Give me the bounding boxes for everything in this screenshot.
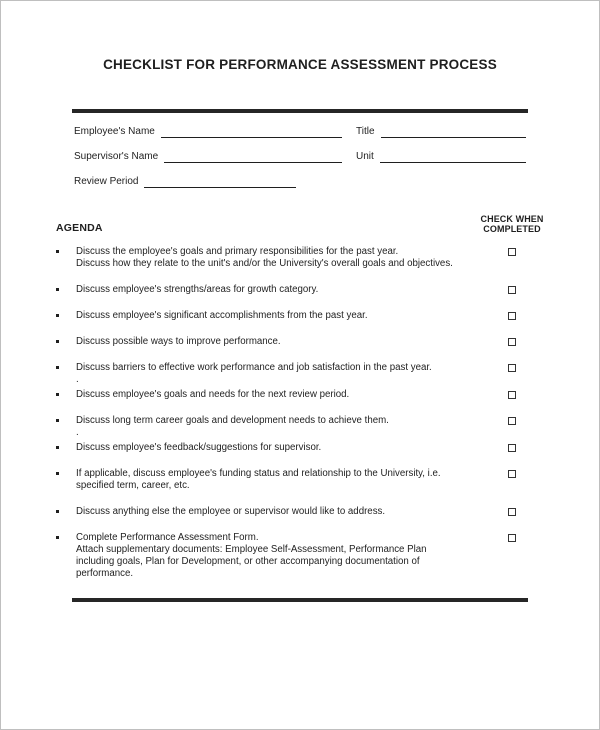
bullet-col [56,415,76,439]
bullet-col [56,310,76,322]
agenda-item-text [76,468,477,492]
unit-field [356,151,526,163]
bullet-icon [56,419,59,422]
bullet-col [56,532,76,580]
agenda-item-line: . [76,427,79,438]
employee-name-field [74,126,342,138]
agenda-item-line: including goals, Plan for Development, or other accompanying documentation of [76,556,420,567]
agenda-item [56,389,547,401]
agenda-item-text [76,336,477,348]
form-row [74,126,526,138]
check-col [477,468,547,492]
supervisor-name-field [74,151,342,163]
agenda-item-text [76,362,477,386]
bullet-col [56,442,76,454]
bullet-icon [56,446,59,449]
agenda-item [56,442,547,454]
check-col [477,284,547,296]
agenda-item-line: Discuss employee's goals and needs for the next review period. [76,389,350,400]
agenda-item-line: Discuss how they relate to the unit's and/or the University's overall goals and objectives. [76,258,453,269]
item-checkbox[interactable] [508,364,516,372]
agenda-item [56,468,547,492]
check-col [477,246,547,270]
agenda-item-line: Discuss employee's strengths/areas for growth category. [76,284,319,295]
bullet-icon [56,314,59,317]
title-label: Title [356,126,375,137]
check-col [477,415,547,439]
page-title: CHECKLIST FOR PERFORMANCE ASSESSMENT PROCESS [103,57,497,72]
agenda-item [56,246,547,270]
agenda-item [56,336,547,348]
agenda-item-text [76,284,477,296]
agenda-item-line: Discuss possible ways to improve performance. [76,336,281,347]
agenda-item-text [76,246,477,270]
divider-rule-top [72,109,528,113]
agenda-item-line: Discuss long term career goals and development needs to achieve them. [76,415,389,426]
check-when-line: CHECK WHEN [480,214,544,224]
bullet-icon [56,250,59,253]
agenda-item-text [76,506,477,518]
check-col [477,532,547,580]
check-col [477,362,547,386]
review-period-label: Review Period [74,176,139,187]
bullet-col [56,468,76,492]
bullet-icon [56,510,59,513]
agenda-item-line: Discuss the employee's goals and primary responsibilities for the past year. [76,246,399,257]
agenda-item-line: Discuss employee's significant accomplishments from the past year. [76,310,368,321]
item-checkbox[interactable] [508,470,516,478]
agenda-item-text [76,310,477,322]
bullet-icon [56,393,59,396]
item-checkbox[interactable] [508,417,516,425]
agenda-item-line: Discuss barriers to effective work performance and job satisfaction in the past year. [76,362,432,373]
item-checkbox[interactable] [508,338,516,346]
review-period-field [74,176,342,188]
agenda-item-text [76,442,477,454]
agenda-item-line: Discuss employee's feedback/suggestions for supervisor. [76,442,322,453]
employee-name-blank[interactable] [161,126,342,138]
item-checkbox[interactable] [508,312,516,320]
check-col [477,442,547,454]
agenda-item [56,284,547,296]
unit-label: Unit [356,151,374,162]
check-col [477,310,547,322]
bullet-icon [56,340,59,343]
agenda-item [56,532,547,580]
item-checkbox[interactable] [508,286,516,294]
supervisor-name-blank[interactable] [164,151,342,163]
check-when-completed-header [477,214,547,234]
bullet-col [56,284,76,296]
check-col [477,389,547,401]
bullet-col [56,362,76,386]
agenda-item-line: If applicable, discuss employee's funding status and relationship to the University, i.e. [76,468,441,479]
bullet-col [56,336,76,348]
agenda-heading: AGENDA [56,222,103,234]
title-field [356,126,526,138]
bullet-icon [56,536,59,539]
bullet-col [56,246,76,270]
agenda-item [56,415,547,439]
title-blank[interactable] [381,126,526,138]
agenda-item-line: Attach supplementary documents: Employee Self-Assessment, Performance Plan [76,544,427,555]
check-col [477,506,547,518]
agenda-list [56,246,547,580]
agenda-item [56,310,547,322]
agenda-item-line: Discuss anything else the employee or supervisor would like to address. [76,506,386,517]
agenda-header [56,214,547,234]
employee-name-label: Employee's Name [74,126,155,137]
agenda-item-text [76,532,477,580]
divider-rule-bottom [72,598,528,602]
bullet-col [56,389,76,401]
item-checkbox[interactable] [508,444,516,452]
form-section [74,126,526,188]
bullet-icon [56,366,59,369]
check-col [477,336,547,348]
agenda-item [56,362,547,386]
agenda-item-text [76,389,477,401]
agenda-item-line: performance. [76,568,134,579]
unit-blank[interactable] [380,151,526,163]
completed-line: COMPLETED [483,224,541,234]
form-row [74,151,526,163]
item-checkbox[interactable] [508,534,516,542]
agenda-item-text [76,415,477,439]
agenda-item-line: specified term, career, etc. [76,480,190,491]
review-period-blank[interactable] [144,176,296,188]
item-checkbox[interactable] [508,391,516,399]
bullet-icon [56,288,59,291]
agenda-item-line: Complete Performance Assessment Form. [76,532,259,543]
item-checkbox[interactable] [508,248,516,256]
item-checkbox[interactable] [508,508,516,516]
supervisor-name-label: Supervisor's Name [74,151,159,162]
agenda-item [56,506,547,518]
bullet-icon [56,472,59,475]
form-row [74,176,526,188]
agenda-item-line: . [76,374,79,385]
bullet-col [56,506,76,518]
